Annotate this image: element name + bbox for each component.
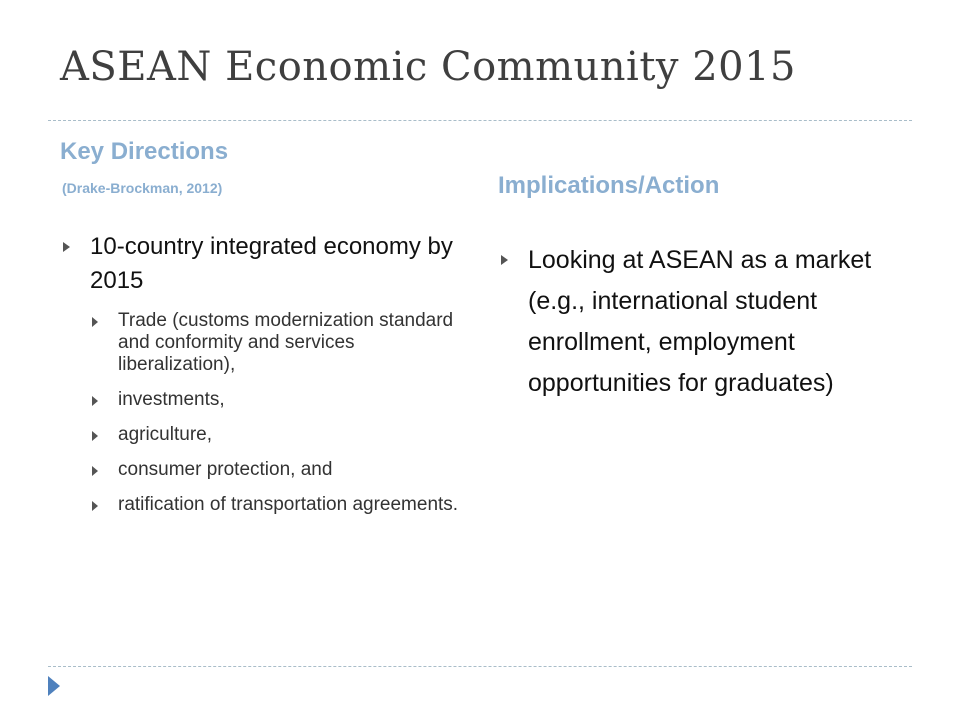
implications-heading: Implications/Action <box>498 172 720 199</box>
sub-item-text: Trade (customs modernization standard and conformity and services liberalization), <box>118 310 454 375</box>
sub-item-text: consumer protection, and <box>118 459 333 480</box>
bullet-arrow-icon <box>92 317 98 327</box>
list-item <box>498 240 908 404</box>
sub-list <box>90 310 470 516</box>
sub-list-item <box>90 424 470 446</box>
bullet-arrow-icon <box>92 466 98 476</box>
sub-list-item <box>90 459 470 481</box>
footer-arrow-icon <box>48 676 60 696</box>
slide-title: ASEAN Economic Community 2015 <box>60 44 797 90</box>
sub-item-text: investments, <box>118 389 225 410</box>
source-citation: (Drake-Brockman, 2012) <box>62 180 223 196</box>
bullet-arrow-icon <box>92 431 98 441</box>
list-item <box>60 230 470 516</box>
bullet-arrow-icon <box>92 501 98 511</box>
sub-list-item <box>90 494 470 516</box>
footer-divider <box>48 666 912 667</box>
title-divider <box>48 120 912 121</box>
key-directions-list <box>60 230 470 529</box>
bullet-arrow-icon <box>92 396 98 406</box>
sub-list-item <box>90 389 470 411</box>
sub-item-text: ratification of transportation agreements. <box>118 494 459 515</box>
bullet-arrow-icon <box>63 242 70 252</box>
main-point-text: 10-country integrated economy by 2015 <box>90 233 453 294</box>
bullet-arrow-icon <box>501 255 508 265</box>
sub-list-item <box>90 310 470 376</box>
implications-list <box>498 240 908 404</box>
sub-item-text: agriculture, <box>118 424 212 445</box>
key-directions-heading: Key Directions <box>60 138 229 165</box>
implication-text: Looking at ASEAN as a market (e.g., international student enrollment, employment opportunities for graduates) <box>528 246 872 397</box>
